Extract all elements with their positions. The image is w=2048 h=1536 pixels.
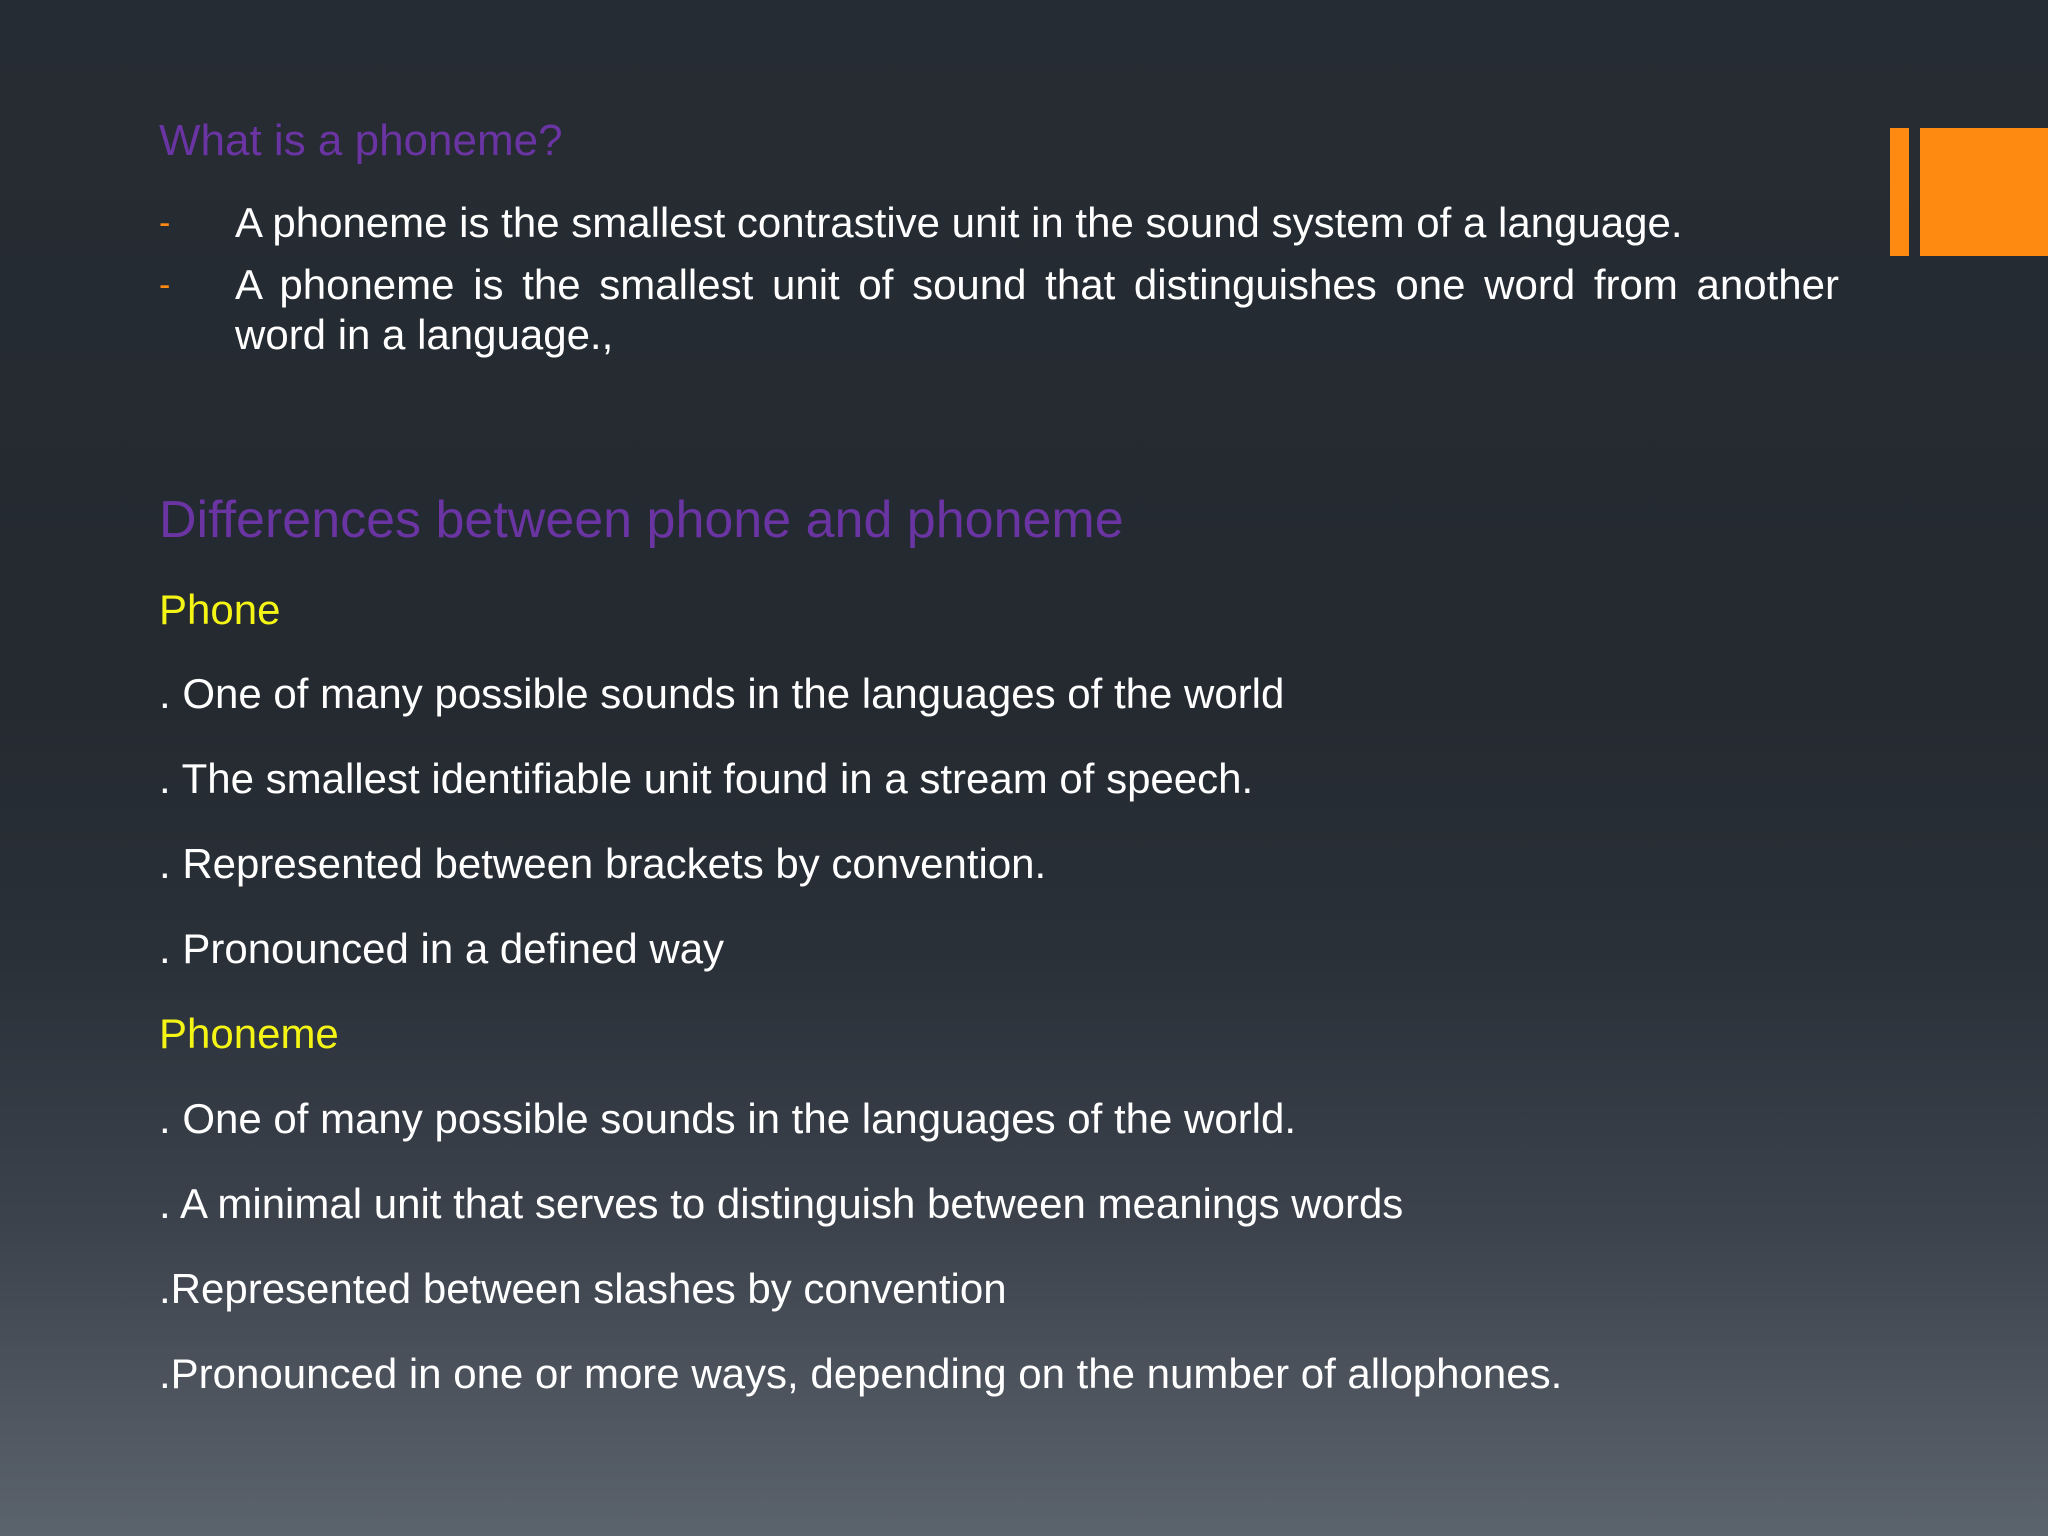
intro-bullet-text: A phoneme is the smallest unit of sound that distinguishes one word from another word in a language., (235, 261, 1839, 358)
intro-bullet-1 (159, 198, 1839, 248)
intro-title: What is a phoneme? (159, 116, 563, 165)
phoneme-line-4: .Pronounced in one or more ways, depending on the number of allophones. (159, 1350, 1563, 1397)
phoneme-line-3: .Represented between slashes by convention (159, 1265, 1007, 1312)
phoneme-label: Phoneme (159, 1010, 339, 1057)
phone-line-3: . Represented between brackets by convention. (159, 840, 1047, 887)
intro-bullet-text: A phoneme is the smallest contrastive unit in the sound system of a language. (235, 199, 1683, 246)
differences-title: Differences between phone and phoneme (159, 491, 1124, 549)
intro-bullet-list (159, 198, 1839, 372)
dash-bullet-marker: - (159, 204, 171, 242)
phone-line-1: . One of many possible sounds in the languages of the world (159, 670, 1285, 717)
accent-block (1920, 128, 2048, 256)
dash-bullet-marker: - (159, 266, 171, 304)
phone-label: Phone (159, 586, 281, 633)
phoneme-line-1: . One of many possible sounds in the languages of the world. (159, 1095, 1297, 1142)
intro-bullet-2 (159, 260, 1839, 360)
phone-line-4: . Pronounced in a defined way (159, 925, 725, 972)
accent-bar (1890, 128, 1909, 256)
phone-line-2: . The smallest identifiable unit found in a stream of speech. (159, 755, 1254, 802)
phoneme-line-2: . A minimal unit that serves to distinguish between meanings words (159, 1180, 1404, 1227)
